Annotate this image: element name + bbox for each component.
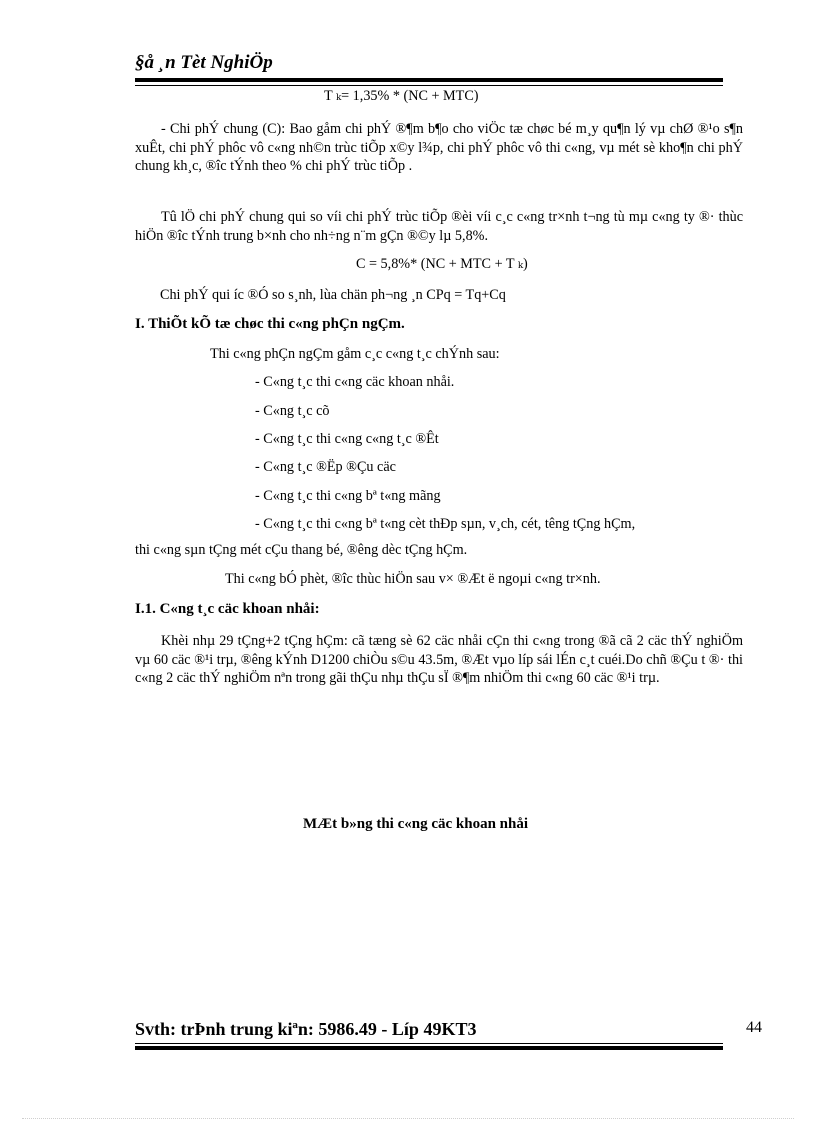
section-heading: I. ThiÕt kÕ tæ chøc thi c«ng phÇn ngÇm.: [135, 316, 405, 332]
paragraph-coc-khoan-nhoi: Khèi nhµ 29 tÇng+2 tÇng hÇm: cã tæng sè 62 cäc nhåi cÇn thi c«ng trong ®ã cã 2 cäc thÝ nghiÖm vµ 60 cäc ®¹i trµ, ®êng kÝnh D1200 chiÒu s©u 43.5m, ®Æt vµo líp sái lÉn c¸t cuéi.Do chñ ®Çu t ®· thi c«ng 2 cäc thÝ nghiÖm nªn trong gãi thÇu nhµ thÇu sÏ ®¶m nhiÖm thi c«ng 60 cäc ®¹i trµ.: [135, 633, 743, 686]
footer-rule-thick: [135, 1046, 723, 1050]
intro-text: Thi c«ng phÇn ngÇm gåm c¸c c«ng t¸c chÝnh sau:: [210, 346, 500, 362]
header-rule-thin: [135, 85, 723, 86]
paragraph-chi-phi-chung: - Chi phÝ chung (C): Bao gåm chi phÝ ®¶m b¶o cho viÖc tæ chøc bé m¸y qu¶n lý vµ chØ ®¹o s¶n xuÊt, chi phÝ phôc vô c«ng nh©n trùc tiÕp x©y l¾p, chi phÝ phôc vô thi c«ng, vµ mét sè kho¶n chi phÝ chung kh¸c, ®îc tÝnh theo % chi phÝ trùc tiÕp .: [135, 121, 743, 174]
note-text: Thi c«ng bÓ phèt, ®îc thùc hiÖn sau v× ®Æt ë ngoµi c«ng tr×nh.: [225, 571, 601, 587]
footer-rule-thin: [135, 1043, 723, 1044]
task-item: - C«ng t¸c thi c«ng cäc khoan nhåi.: [255, 374, 455, 390]
task-item: - C«ng t¸c thi c«ng bª t«ng cèt thÐp sµn, v¸ch, cét, têng tÇng hÇm,: [255, 516, 636, 532]
subsection-heading: I.1. C«ng t¸c cäc khoan nhåi:: [135, 601, 320, 617]
paragraph-chi-phi-qui-uoc: Chi phÝ qui íc ®Ó so s¸nh, lùa chän ph¬ng ¸n CPq = Tq+Cq: [160, 287, 506, 303]
task-item: - C«ng t¸c ®Ëp ®Çu cäc: [255, 459, 396, 475]
task-item: - C«ng t¸c thi c«ng c«ng t¸c ®Êt: [255, 431, 439, 447]
task-item: - C«ng t¸c thi c«ng bª t«ng mãng: [255, 488, 441, 504]
header-rule-thick: [135, 78, 723, 82]
formula-c: C = 5,8%* (NC + MTC + T ₖ): [356, 256, 528, 272]
figure-caption: MÆt b»ng thi c«ng cäc khoan nhåi: [303, 816, 529, 832]
footer-student-info: Svth: trÞnh trung kiªn: 5986.49 - Líp 49KT3: [135, 1019, 477, 1039]
formula-tk: T ₖ= 1,35% * (NC + MTC): [324, 88, 479, 104]
page-header-title: §å ¸n Tèt NghiÖp: [135, 52, 273, 73]
page-number: 44: [746, 1019, 762, 1036]
task-item-continuation: thi c«ng sµn tÇng mét cÇu thang bé, ®êng dèc tÇng hÇm.: [135, 542, 468, 558]
page-bottom-dotted-line: [22, 1118, 794, 1119]
paragraph-ty-le-chi-phi: Tû lÖ chi phÝ chung qui so víi chi phÝ trùc tiÕp ®èi víi c¸c c«ng tr×nh t¬ng tù mµ c«ng ty ®· thùc hiÖn ®îc tÝnh trung b×nh cho nh÷ng n¨m gÇn ®©y lµ 5,8%.: [135, 209, 743, 244]
task-item: - C«ng t¸c cõ: [255, 403, 330, 419]
